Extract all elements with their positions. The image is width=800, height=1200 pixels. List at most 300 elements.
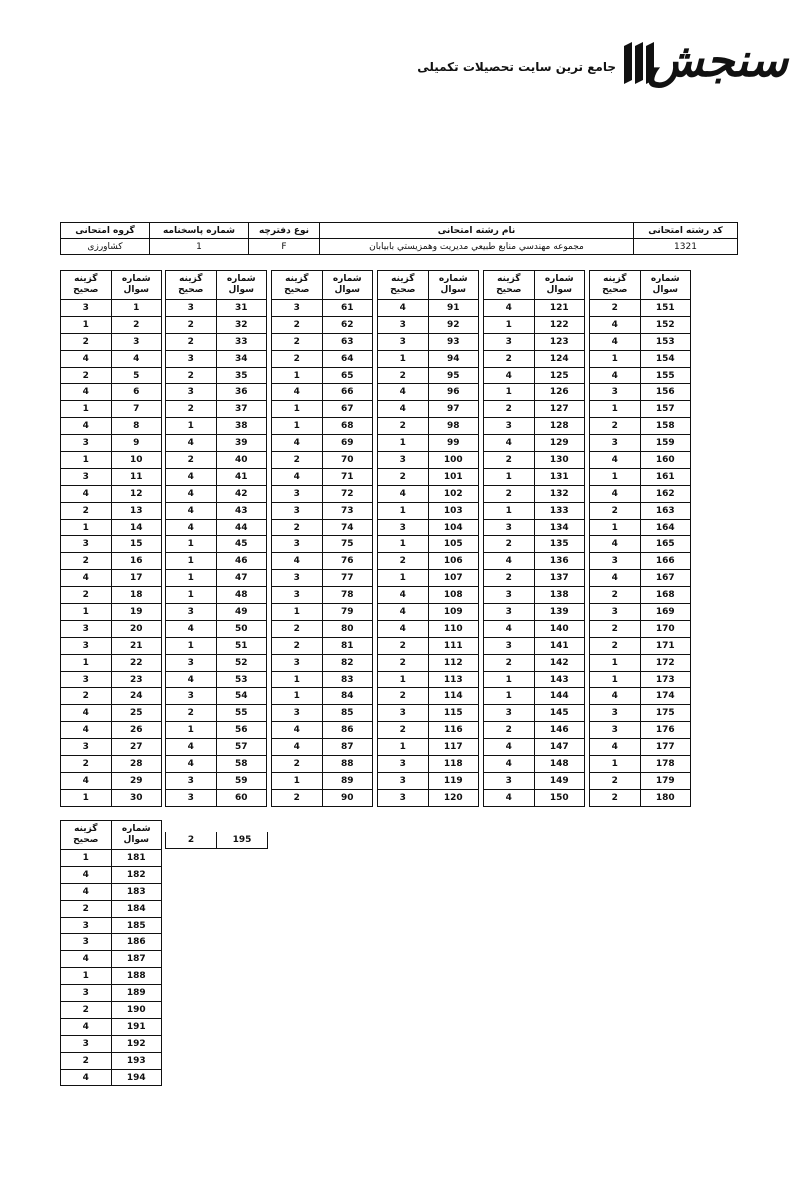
table-row	[166, 418, 267, 435]
table-row	[166, 401, 267, 418]
correct-answer: 3	[378, 756, 429, 773]
question-number: 118	[428, 756, 479, 773]
correct-answer: 2	[590, 300, 641, 317]
question-number: 131	[534, 468, 585, 485]
correct-answer: 3	[61, 620, 112, 637]
table-row	[61, 900, 162, 917]
correct-answer: 1	[61, 604, 112, 621]
table-row	[61, 850, 162, 867]
question-number: 115	[428, 705, 479, 722]
table-row	[61, 300, 162, 317]
correct-answer: 4	[272, 553, 323, 570]
table-row	[590, 367, 691, 384]
table-row	[378, 654, 479, 671]
correct-answer-header: گزینه صحیح	[61, 271, 112, 300]
exam-info-header: نام رشته امتحانی	[320, 223, 634, 239]
question-number: 96	[428, 384, 479, 401]
table-row	[272, 637, 373, 654]
correct-answer: 4	[166, 739, 217, 756]
correct-answer: 1	[378, 502, 429, 519]
exam-info-table	[60, 222, 738, 255]
question-number: 32	[216, 316, 267, 333]
correct-answer-header: گزینه صحیح	[61, 821, 112, 850]
question-number: 155	[640, 367, 691, 384]
table-row	[484, 333, 585, 350]
correct-answer: 2	[484, 570, 535, 587]
correct-answer: 2	[272, 637, 323, 654]
question-number: 112	[428, 654, 479, 671]
question-number: 179	[640, 772, 691, 789]
question-number: 67	[322, 401, 373, 418]
question-number: 10	[111, 452, 162, 469]
exam-info-header: کد رشته امتحانی	[634, 223, 738, 239]
correct-answer: 2	[272, 620, 323, 637]
table-row	[590, 350, 691, 367]
question-number: 186	[111, 934, 162, 951]
correct-answer: 2	[378, 367, 429, 384]
question-number: 107	[428, 570, 479, 587]
table-row	[61, 739, 162, 756]
table-row	[590, 587, 691, 604]
table-row	[61, 1002, 162, 1019]
correct-answer: 4	[166, 485, 217, 502]
table-row	[61, 1035, 162, 1052]
table-row	[61, 536, 162, 553]
table-row	[590, 401, 691, 418]
table-row	[590, 435, 691, 452]
table-row	[166, 705, 267, 722]
question-number: 170	[640, 620, 691, 637]
correct-answer: 4	[590, 739, 641, 756]
correct-answer: 1	[166, 722, 217, 739]
correct-answer: 4	[378, 401, 429, 418]
table-row	[272, 350, 373, 367]
correct-answer: 4	[61, 866, 112, 883]
table-row	[590, 756, 691, 773]
correct-answer: 3	[166, 604, 217, 621]
correct-answer: 3	[61, 468, 112, 485]
question-number: 184	[111, 900, 162, 917]
question-number: 74	[322, 519, 373, 536]
question-number: 36	[216, 384, 267, 401]
correct-answer: 3	[484, 587, 535, 604]
question-number: 142	[534, 654, 585, 671]
question-number: 187	[111, 951, 162, 968]
correct-answer: 1	[272, 367, 323, 384]
table-row	[484, 485, 585, 502]
correct-answer: 3	[378, 789, 429, 806]
question-number: 111	[428, 637, 479, 654]
table-row	[61, 985, 162, 1002]
table-row	[378, 688, 479, 705]
table-row	[484, 722, 585, 739]
correct-answer: 3	[61, 739, 112, 756]
table-row	[61, 934, 162, 951]
question-number: 55	[216, 705, 267, 722]
question-number: 16	[111, 553, 162, 570]
table-row	[484, 570, 585, 587]
question-number: 175	[640, 705, 691, 722]
correct-answer: 4	[272, 435, 323, 452]
correct-answer: 1	[484, 671, 535, 688]
question-number: 106	[428, 553, 479, 570]
table-row	[166, 384, 267, 401]
question-number: 189	[111, 985, 162, 1002]
correct-answer: 2	[590, 772, 641, 789]
table-row	[484, 418, 585, 435]
table-row	[378, 384, 479, 401]
question-number: 167	[640, 570, 691, 587]
correct-answer: 4	[166, 502, 217, 519]
table-row	[484, 671, 585, 688]
correct-answer: 3	[590, 705, 641, 722]
question-number: 68	[322, 418, 373, 435]
correct-answer: 3	[166, 688, 217, 705]
question-number: 193	[111, 1052, 162, 1069]
correct-answer: 4	[484, 756, 535, 773]
table-row	[61, 502, 162, 519]
table-row	[484, 401, 585, 418]
correct-answer: 1	[166, 587, 217, 604]
question-number: 54	[216, 688, 267, 705]
table-row	[61, 468, 162, 485]
question-number: 27	[111, 739, 162, 756]
question-number: 94	[428, 350, 479, 367]
question-number: 145	[534, 705, 585, 722]
table-row	[272, 553, 373, 570]
table-row	[166, 468, 267, 485]
correct-answer: 1	[272, 604, 323, 621]
table-row	[166, 832, 268, 849]
answer-key-block	[165, 270, 267, 807]
table-row	[590, 316, 691, 333]
table-row	[166, 637, 267, 654]
correct-answer: 1	[166, 553, 217, 570]
table-row	[590, 604, 691, 621]
question-number: 134	[534, 519, 585, 536]
correct-answer: 2	[272, 350, 323, 367]
correct-answer: 3	[484, 333, 535, 350]
question-number: 105	[428, 536, 479, 553]
question-number: 24	[111, 688, 162, 705]
question-number: 109	[428, 604, 479, 621]
table-row	[272, 384, 373, 401]
question-number: 124	[534, 350, 585, 367]
question-number: 21	[111, 637, 162, 654]
question-number: 11	[111, 468, 162, 485]
correct-answer: 4	[590, 367, 641, 384]
table-row	[484, 536, 585, 553]
correct-answer: 2	[166, 333, 217, 350]
question-number: 126	[534, 384, 585, 401]
table-row	[272, 604, 373, 621]
table-row	[272, 468, 373, 485]
correct-answer: 4	[590, 485, 641, 502]
table-row	[484, 756, 585, 773]
table-row	[166, 316, 267, 333]
question-number: 48	[216, 587, 267, 604]
table-row	[378, 637, 479, 654]
table-row	[61, 722, 162, 739]
table-row	[61, 620, 162, 637]
question-number: 150	[534, 789, 585, 806]
correct-answer: 1	[61, 968, 112, 985]
question-number: 114	[428, 688, 479, 705]
correct-answer: 2	[378, 688, 429, 705]
correct-answer: 4	[590, 688, 641, 705]
answer-key-block	[377, 270, 479, 807]
correct-answer: 1	[61, 452, 112, 469]
question-number: 92	[428, 316, 479, 333]
question-number: 176	[640, 722, 691, 739]
correct-answer-header: گزینه صحیح	[590, 271, 641, 300]
table-row	[272, 367, 373, 384]
correct-answer: 3	[61, 934, 112, 951]
table-row	[590, 722, 691, 739]
correct-answer: 3	[378, 316, 429, 333]
table-row	[61, 553, 162, 570]
extra-answer-row-table	[165, 832, 268, 849]
table-row	[378, 671, 479, 688]
question-number: 191	[111, 1018, 162, 1035]
correct-answer: 4	[484, 300, 535, 317]
question-number: 159	[640, 435, 691, 452]
table-row	[272, 671, 373, 688]
correct-answer: 2	[590, 637, 641, 654]
question-number: 154	[640, 350, 691, 367]
question-number: 195	[217, 832, 268, 849]
question-number: 72	[322, 485, 373, 502]
table-row	[61, 951, 162, 968]
correct-answer: 2	[166, 705, 217, 722]
table-row	[378, 435, 479, 452]
correct-answer: 2	[61, 688, 112, 705]
question-number: 144	[534, 688, 585, 705]
table-row	[378, 739, 479, 756]
correct-answer: 4	[484, 739, 535, 756]
correct-answer-header: گزینه صحیح	[378, 271, 429, 300]
correct-answer: 1	[378, 435, 429, 452]
question-number: 157	[640, 401, 691, 418]
correct-answer: 4	[378, 384, 429, 401]
table-row	[484, 300, 585, 317]
answer-key-header-row	[484, 271, 585, 300]
correct-answer: 4	[484, 553, 535, 570]
question-number: 7	[111, 401, 162, 418]
question-number: 172	[640, 654, 691, 671]
answer-key-header-row	[272, 271, 373, 300]
answer-key-header-row	[61, 821, 162, 850]
question-number: 171	[640, 637, 691, 654]
correct-answer: 2	[272, 316, 323, 333]
table-row	[590, 300, 691, 317]
table-row	[484, 739, 585, 756]
correct-answer: 3	[61, 917, 112, 934]
question-number: 93	[428, 333, 479, 350]
question-number: 13	[111, 502, 162, 519]
question-number: 177	[640, 739, 691, 756]
question-number: 149	[534, 772, 585, 789]
table-row	[272, 519, 373, 536]
question-number: 139	[534, 604, 585, 621]
correct-answer: 3	[272, 485, 323, 502]
table-row	[166, 570, 267, 587]
table-row	[272, 333, 373, 350]
question-number: 22	[111, 654, 162, 671]
correct-answer: 2	[484, 485, 535, 502]
question-number: 52	[216, 654, 267, 671]
table-row	[484, 620, 585, 637]
table-row	[590, 468, 691, 485]
correct-answer: 3	[272, 300, 323, 317]
question-number: 173	[640, 671, 691, 688]
exam-info-header-row	[61, 223, 738, 239]
table-row	[61, 883, 162, 900]
table-row	[272, 688, 373, 705]
table-row	[61, 688, 162, 705]
table-row	[484, 502, 585, 519]
table-row	[272, 316, 373, 333]
correct-answer: 3	[61, 1035, 112, 1052]
correct-answer: 4	[166, 468, 217, 485]
correct-answer: 1	[590, 468, 641, 485]
exam-info-value-row	[61, 239, 738, 255]
question-number: 162	[640, 485, 691, 502]
correct-answer: 2	[484, 654, 535, 671]
correct-answer: 3	[272, 570, 323, 587]
table-row	[61, 452, 162, 469]
correct-answer: 4	[484, 789, 535, 806]
correct-answer: 3	[61, 671, 112, 688]
table-row	[590, 519, 691, 536]
correct-answer: 1	[166, 536, 217, 553]
question-number: 57	[216, 739, 267, 756]
correct-answer: 1	[590, 350, 641, 367]
table-row	[61, 1018, 162, 1035]
question-number: 194	[111, 1069, 162, 1086]
table-row	[484, 587, 585, 604]
table-row	[166, 502, 267, 519]
table-row	[378, 367, 479, 384]
question-number: 42	[216, 485, 267, 502]
table-row	[166, 688, 267, 705]
question-number: 160	[640, 452, 691, 469]
table-row	[484, 654, 585, 671]
question-number: 128	[534, 418, 585, 435]
correct-answer: 3	[272, 587, 323, 604]
correct-answer: 1	[378, 536, 429, 553]
correct-answer: 1	[61, 850, 112, 867]
table-row	[378, 502, 479, 519]
table-row	[484, 435, 585, 452]
correct-answer: 3	[484, 705, 535, 722]
table-row	[484, 384, 585, 401]
table-row	[61, 604, 162, 621]
question-number: 17	[111, 570, 162, 587]
question-number: 125	[534, 367, 585, 384]
correct-answer: 2	[272, 756, 323, 773]
correct-answer: 1	[590, 756, 641, 773]
table-row	[166, 604, 267, 621]
correct-answer: 3	[590, 435, 641, 452]
question-number: 166	[640, 553, 691, 570]
question-number: 80	[322, 620, 373, 637]
question-number: 146	[534, 722, 585, 739]
correct-answer: 2	[166, 452, 217, 469]
correct-answer: 3	[61, 637, 112, 654]
correct-answer: 1	[590, 401, 641, 418]
logo-tagline: جامع ترین سایت تحصیلات تکمیلی	[417, 60, 616, 74]
table-row	[272, 536, 373, 553]
correct-answer: 3	[272, 654, 323, 671]
question-number: 9	[111, 435, 162, 452]
table-row	[590, 553, 691, 570]
answer-key-block	[60, 820, 162, 1086]
correct-answer: 1	[166, 637, 217, 654]
correct-answer: 3	[61, 536, 112, 553]
question-number-header: شماره سوال	[534, 271, 585, 300]
question-number: 45	[216, 536, 267, 553]
table-row	[484, 688, 585, 705]
question-number: 169	[640, 604, 691, 621]
table-row	[484, 604, 585, 621]
correct-answer: 1	[61, 316, 112, 333]
question-number: 95	[428, 367, 479, 384]
question-number: 151	[640, 300, 691, 317]
table-row	[61, 637, 162, 654]
question-number: 130	[534, 452, 585, 469]
table-row	[61, 333, 162, 350]
table-row	[166, 452, 267, 469]
question-number: 181	[111, 850, 162, 867]
answer-key-block	[589, 270, 691, 807]
table-row	[484, 553, 585, 570]
question-number: 103	[428, 502, 479, 519]
correct-answer: 2	[484, 536, 535, 553]
correct-answer: 1	[61, 519, 112, 536]
question-number: 141	[534, 637, 585, 654]
table-row	[590, 570, 691, 587]
correct-answer: 3	[484, 418, 535, 435]
table-row	[484, 705, 585, 722]
question-number: 183	[111, 883, 162, 900]
question-number: 28	[111, 756, 162, 773]
correct-answer: 1	[272, 401, 323, 418]
question-number: 41	[216, 468, 267, 485]
correct-answer: 4	[166, 519, 217, 536]
question-number: 75	[322, 536, 373, 553]
correct-answer: 1	[484, 502, 535, 519]
question-number: 101	[428, 468, 479, 485]
question-number: 14	[111, 519, 162, 536]
answer-key-block	[483, 270, 585, 807]
correct-answer: 4	[166, 435, 217, 452]
correct-answer: 1	[484, 468, 535, 485]
question-number: 87	[322, 739, 373, 756]
correct-answer: 1	[378, 350, 429, 367]
table-row	[272, 789, 373, 806]
question-number: 158	[640, 418, 691, 435]
question-number: 46	[216, 553, 267, 570]
question-number-header: شماره سوال	[111, 821, 162, 850]
correct-answer: 2	[61, 553, 112, 570]
correct-answer: 4	[166, 671, 217, 688]
question-number: 136	[534, 553, 585, 570]
correct-answer: 4	[272, 468, 323, 485]
table-row	[61, 866, 162, 883]
table-row	[590, 620, 691, 637]
question-number-header: شماره سوال	[322, 271, 373, 300]
